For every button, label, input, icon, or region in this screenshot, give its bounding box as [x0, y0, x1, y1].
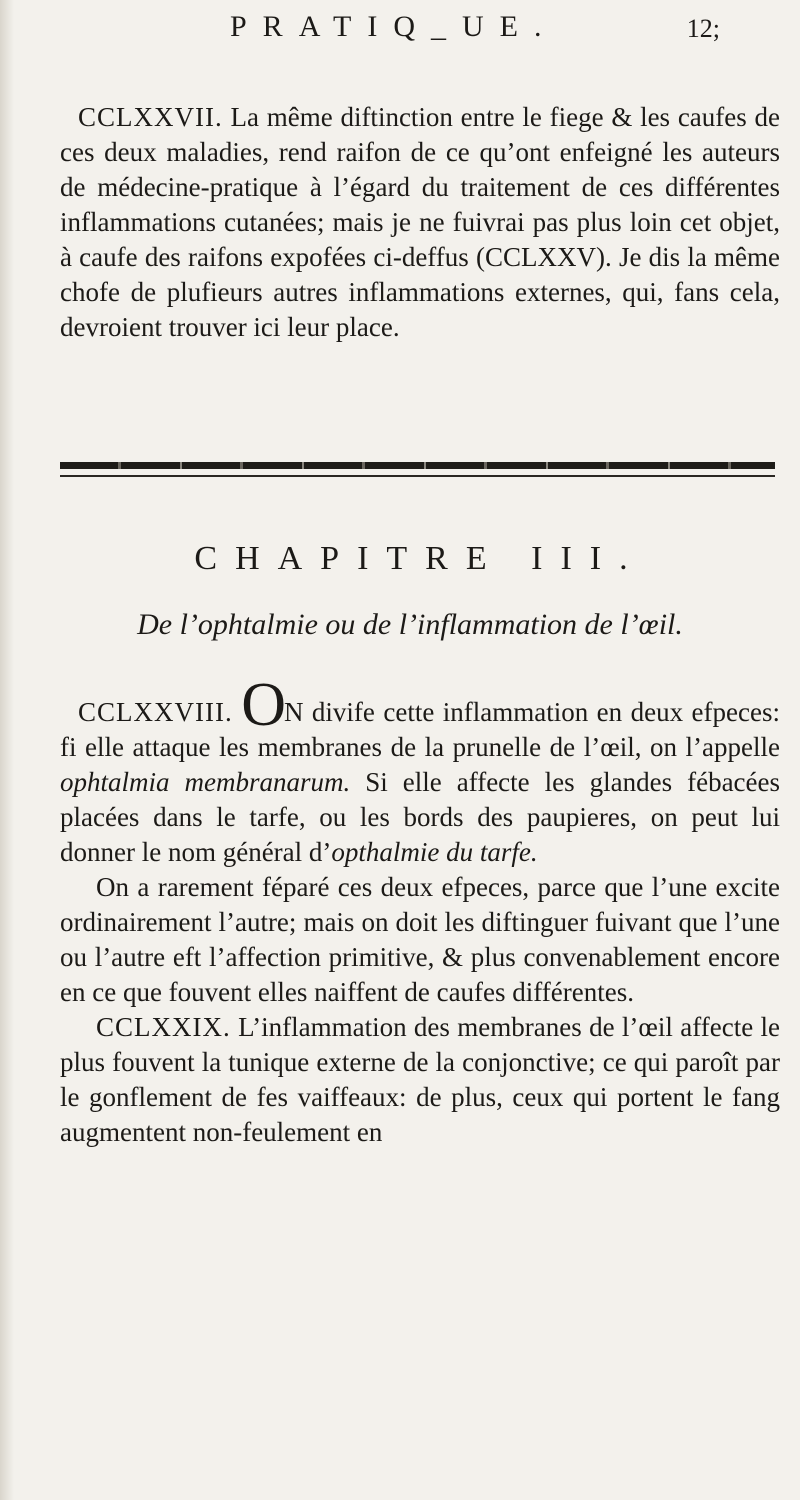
section-text-part-2: Si elle affecte les glandes fébacées placées dans le tarfe, ou les bords des paupieres, on peut lui donner le nom général — [60, 767, 781, 867]
section-278-text — [60, 671, 781, 870]
page-binding-shadow — [0, 0, 14, 1500]
italic-term: opthalmie du tarfe. — [331, 837, 538, 867]
ornamental-rule — [60, 462, 775, 477]
rule-thin — [60, 475, 775, 477]
running-title: PRATIQ_UE. — [230, 10, 558, 43]
term-prefix: d’ — [308, 837, 332, 867]
section-number: CCLXXVII. — [78, 102, 223, 132]
section-text: L’inflammation des membranes de l’œil affecte le plus fouvent la tunique externe de la conjonctive; ce qui paroît par le gonflement de fes vaiffeaux: de plus, ceux qui portent le fang augmentent non-feulement en — [60, 1012, 781, 1147]
section-text-part-3: On a rarement féparé ces deux efpeces, parce que l’une excite ordinairement l’autre; mais on doit les diftinguer fuivant que l’une ou l’autre eft l’affection primitive, & plus convenablement encore en ce que fouvent elles naiffent de caufes différentes. — [60, 872, 780, 1007]
section-number: CCLXXVIII. — [78, 697, 233, 727]
paragraph-section-277 — [60, 100, 780, 345]
section-text: La même diftinction entre le fiege & les caufes de ces deux maladies, rend raifon de ce qu’ont enfeigné les auteurs de médecine-pratique à l’égard du traitement de ces différentes inflammations cutanées; mais je ne fuivrai pas plus loin cet objet, à caufe des raifons expofées ci-deffus (CCLXXV). Je dis la même chofe de plufieurs autres inflammations externes, qui, fans cela, devroient trouver ici leur place. — [60, 102, 781, 342]
rule-thick — [60, 462, 775, 469]
section-278-continuation — [60, 870, 780, 1010]
latin-term: ophtalmia membranarum. — [60, 767, 351, 797]
running-head — [230, 10, 720, 54]
page-number: 12; — [686, 14, 720, 43]
section-text-part-1: N divife cette inflammation en deux efpeces: fi elle attaque les membranes de la prunelle de l’œil, on l’appelle — [60, 697, 780, 762]
drop-cap: O — [241, 671, 286, 739]
chapter-title: De l’ophtalmie ou de l’inflammation de l’œil. — [137, 608, 683, 641]
section-279-text — [60, 1010, 780, 1150]
section-number: CCLXXIX. — [96, 1012, 231, 1042]
paragraph-section-278 — [60, 671, 781, 1150]
chapter-heading: CHAPITRE III. — [194, 540, 646, 577]
